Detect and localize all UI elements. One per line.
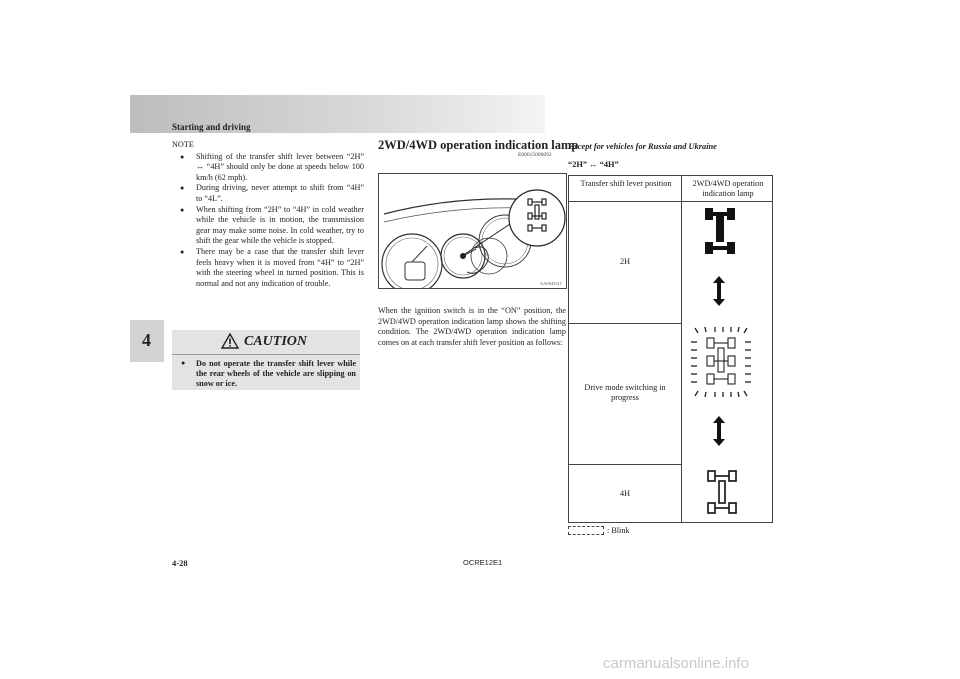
caution-text: Do not operate the transfer shift lever while the rear wheels of the vehicle are slipping on snow or ice. [196, 359, 356, 389]
warning-triangle-icon [221, 333, 239, 354]
note-list [172, 152, 364, 290]
table-divider [569, 323, 681, 324]
instrument-cluster-illustration [379, 174, 566, 288]
document-code: OCRE12E1 [463, 558, 503, 567]
table-header-lever: Transfer shift lever position [580, 179, 672, 188]
caution-header [172, 330, 360, 355]
page-header-title: Starting and driving [172, 122, 251, 132]
section-title: 2WD/4WD operation indication lamp [378, 138, 579, 152]
table-header-lamp: 2WD/4WD operation indication lamp [692, 179, 764, 198]
section-body: When the ignition switch is in the “ON” position, the 2WD/4WD operation indication lamp shows the shifting condition. The 2WD/4WD operation indication lamp comes on at each transfer shift lever position as follows: [378, 306, 566, 347]
lamp-blinking-icon [691, 326, 751, 398]
double-arrow-icon [713, 276, 725, 306]
figure-code: AA0045311 [539, 281, 562, 286]
watermark: carmanualsonline.info [603, 655, 749, 672]
table-header [569, 176, 772, 202]
blink-legend [568, 526, 630, 535]
chapter-number: 4 [142, 330, 151, 350]
section-code: E00615000092 [518, 152, 552, 158]
blink-swatch [568, 526, 604, 535]
table-row-label: 2H [619, 257, 630, 266]
blink-legend-text: : Blink [607, 526, 630, 535]
page-number: 4-28 [172, 558, 188, 568]
subsection-title: Except for vehicles for Russia and Ukraine [568, 142, 717, 151]
table-row-label: Drive mode switching in progress [584, 383, 666, 402]
note-item: ● When shifting from “2H” to “4H” in cold weather while the vehicle is in motion, the transmission gear may make some noise. In cold weather, try to shift the gear while the vehicle is stopped. [172, 205, 364, 247]
table-divider [569, 464, 681, 465]
lamp-2wd-lit-icon [705, 208, 735, 254]
mode-title: “2H” ↔ “4H” [568, 160, 619, 169]
note-item: ● During driving, never attempt to shift from “4H” to “4L”. [172, 183, 364, 204]
note-item: ● There may be a case that the transfer shift lever feels heavy when it is moved from “4H” to “2H” with the steering wheel in turned position. This is normal and not any indication of trouble. [172, 247, 364, 289]
bullet-icon: ● [181, 359, 186, 367]
note-item: ● Shifting of the transfer shift lever between “2H” ↔ “4H” should only be done at speeds below 100 km/h (62 mph). [172, 152, 364, 184]
double-arrow-icon [713, 416, 725, 446]
indication-table [568, 175, 773, 523]
note-section [172, 140, 364, 289]
table-divider [681, 176, 682, 522]
lamp-4wd-lit-icon [707, 470, 737, 514]
caution-box [172, 330, 360, 390]
instrument-cluster-figure [378, 173, 567, 289]
table-row-label: 4H [619, 489, 630, 498]
note-title: NOTE [172, 140, 194, 149]
caution-title: CAUTION [244, 334, 308, 349]
